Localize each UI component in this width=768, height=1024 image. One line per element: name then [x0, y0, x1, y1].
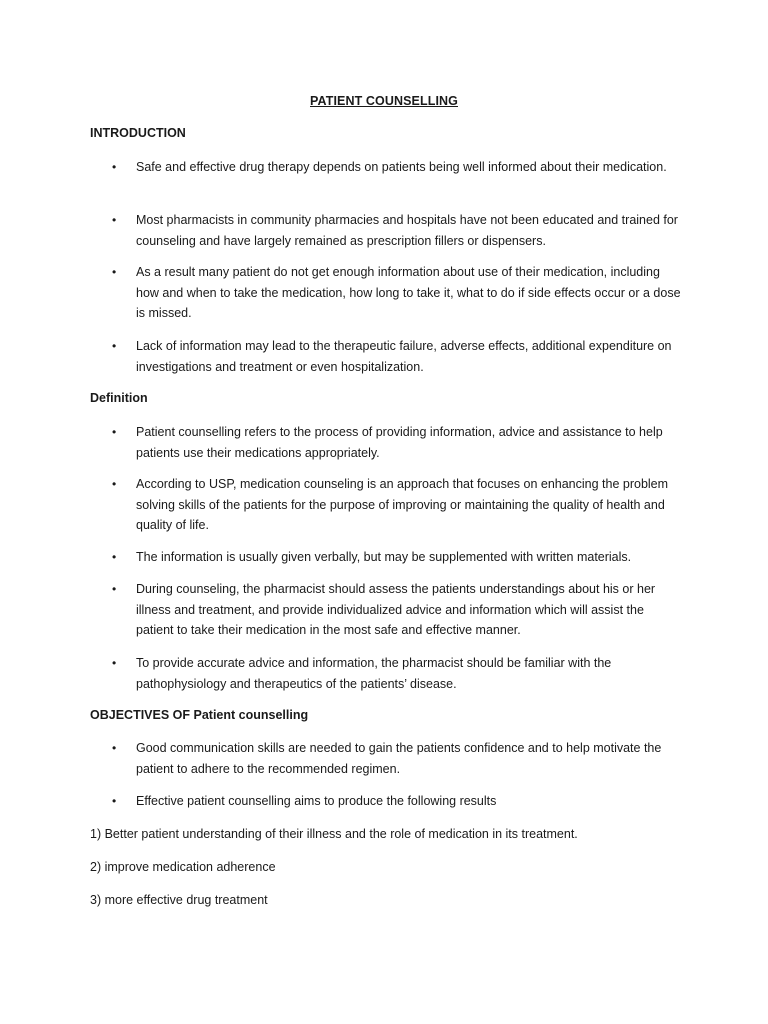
- definition-bullet-text: To provide accurate advice and information, the pharmacist should be familiar with the pathophysiology and therapeutics of the patients’ disease.: [136, 656, 612, 691]
- intro-bullet-text: As a result many patient do not get enough information about use of their medication, including how and when to take the medication, how long to take it, what to do if side effects occur or a dose is missed.: [136, 265, 681, 320]
- numbered-item-3: 3) more effective drug treatment: [90, 893, 268, 907]
- definition-bullet-text: According to USP, medication counseling is an approach that focuses on enhancing the problem solving skills of the patients for the purpose of improving or maintaining the quality of health and quality of life.: [136, 477, 669, 532]
- bullet-marker: •: [112, 741, 117, 755]
- bullet-marker: •: [112, 477, 117, 491]
- intro-bullet-text: Lack of information may lead to the therapeutic failure, adverse effects, additional expenditure on investigations and treatment or even hospitalization.: [136, 339, 672, 374]
- intro-bullet-text: Safe and effective drug therapy depends on patients being well informed about their medication.: [136, 160, 667, 174]
- bullet-marker: •: [112, 339, 117, 353]
- objectives-bullet-text: Effective patient counselling aims to produce the following results: [136, 794, 497, 808]
- bullet-marker: •: [112, 656, 117, 670]
- bullet-marker: •: [112, 265, 117, 279]
- bullet-marker: •: [112, 582, 117, 596]
- bullet-marker: •: [112, 794, 117, 808]
- definition-heading: Definition: [90, 391, 148, 405]
- objectives-heading: OBJECTIVES OF Patient counselling: [90, 708, 309, 722]
- definition-bullet-text: The information is usually given verbally, but may be supplemented with written materials.: [136, 550, 632, 564]
- document-title: PATIENT COUNSELLING: [310, 94, 458, 108]
- numbered-item-2: 2) improve medication adherence: [90, 860, 276, 874]
- bullet-marker: •: [112, 550, 117, 564]
- introduction-heading: INTRODUCTION: [90, 126, 186, 140]
- bullet-marker: •: [112, 213, 117, 227]
- objectives-bullet-text: Good communication skills are needed to gain the patients confidence and to help motivate the patient to adhere to the recommended regimen.: [136, 741, 662, 776]
- intro-bullet-text: Most pharmacists in community pharmacies and hospitals have not been educated and trained for counseling and have largely remained as prescription fillers or dispensers.: [136, 213, 678, 248]
- bullet-marker: •: [112, 160, 117, 174]
- bullet-marker: •: [112, 425, 117, 439]
- definition-bullet-text: During counseling, the pharmacist should assess the patients understandings about his or her illness and treatment, and provide individualized advice and information which will assist the patient to take their medication in the most safe and effective manner.: [136, 582, 656, 637]
- definition-bullet-text: Patient counselling refers to the process of providing information, advice and assistance to help patients use their medications appropriately.: [136, 425, 663, 460]
- numbered-item-1: 1) Better patient understanding of their illness and the role of medication in its treatment.: [90, 827, 578, 841]
